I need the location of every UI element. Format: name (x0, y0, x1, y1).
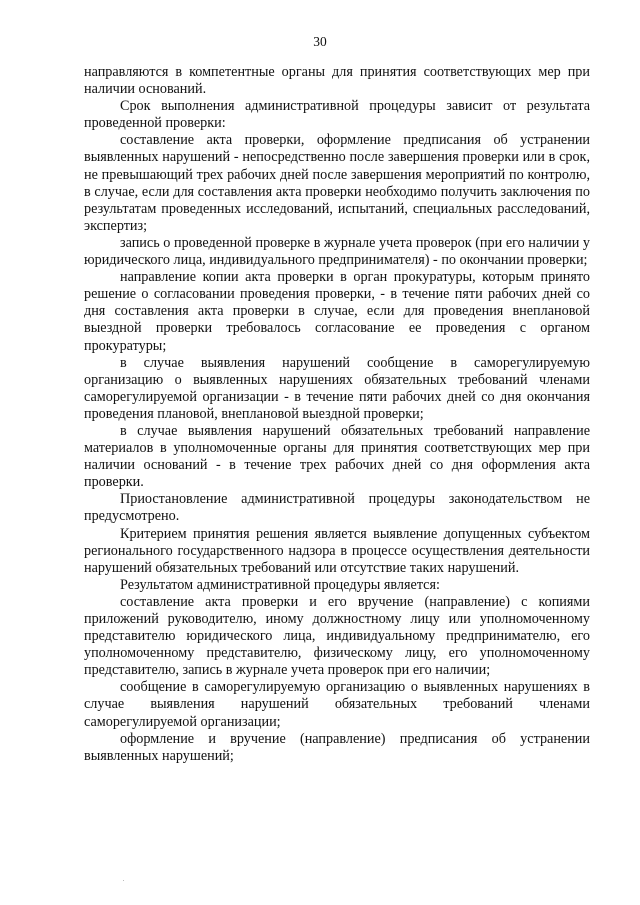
paragraph-continuation: направляются в компетентные органы для принятия соответствующих мер при наличии оснований. (84, 64, 590, 98)
paragraph-act-drafting: составление акта проверки, оформление предписания об устранении выявленных нарушений - непосредственно после завершения проверки или в срок, не превышающий трех рабочих дней после завершения мероприятий по контролю, в случае, если для составления акта проверки необходимо получить заключения по результатам проведенных исследований, испытаний, специальных расследований, экспертиз; (84, 132, 590, 234)
paragraph-prosecutor-copy: направление копии акта проверки в орган прокуратуры, которым принято решение о согласовании проведения проверки, - в течение пяти рабочих дней со дня составления акта проверки в случае, если для проведения внеплановой выездной проверки требовалось согласование ее проведения с органом прокуратуры; (84, 269, 590, 354)
paragraph-journal-record: запись о проведенной проверке в журнале учета проверок (при его наличии у юридического лица, индивидуального предпринимателя) - по окончании проверки; (84, 234, 590, 269)
paragraph-result-sro-message: сообщение в саморегулируемую организацию о выявленных нарушениях в случае выявления нарушений обязательных требований членами саморегулируемой организации; (84, 679, 590, 730)
paragraph-sro-notice: в случае выявления нарушений сообщение в саморегулируемую организацию о выявленных нарушениях обязательных требований членами саморегулируемой организации - в течение пяти рабочих дней со дня окончания проведения плановой, внеплановой выездной проверки; (84, 354, 590, 422)
paragraph-authorities-referral: в случае выявления нарушений обязательных требований направление материалов в уполномоченные органы для принятия соответствующих мер при наличии оснований - в течение трех рабочих дней со дня оформления акта проверки. (84, 422, 590, 491)
document-body (84, 64, 590, 765)
paragraph-result-intro: Результатом административной процедуры является: (120, 576, 440, 593)
paragraph-result-order: оформление и вручение (направление) предписания об устранении выявленных нарушений; (84, 730, 590, 764)
scan-artifact (123, 880, 124, 881)
paragraph-deadline-intro: Срок выполнения административной процедуры зависит от результата проведенной проверки: (84, 98, 590, 132)
paragraph-decision-criterion: Критерием принятия решения является выявление допущенных субъектом регионального государственного надзора в процессе осуществления деятельности нарушений обязательных требований или отсутствие таких нарушений. (84, 525, 590, 576)
page-number: 30 (313, 34, 327, 49)
paragraph-suspension: Приостановление административной процедуры законодательством не предусмотрено. (84, 491, 590, 525)
paragraph-result-act-delivery: составление акта проверки и его вручение (направление) с копиями приложений руководителю, иному должностному лицу или уполномоченному представителю юридического лица, индивидуальному предпринимателю, его уполномоченному представителю, физическому лицу, его уполномоченному представителю, запись в журнале учета проверок при его наличии; (84, 593, 590, 679)
